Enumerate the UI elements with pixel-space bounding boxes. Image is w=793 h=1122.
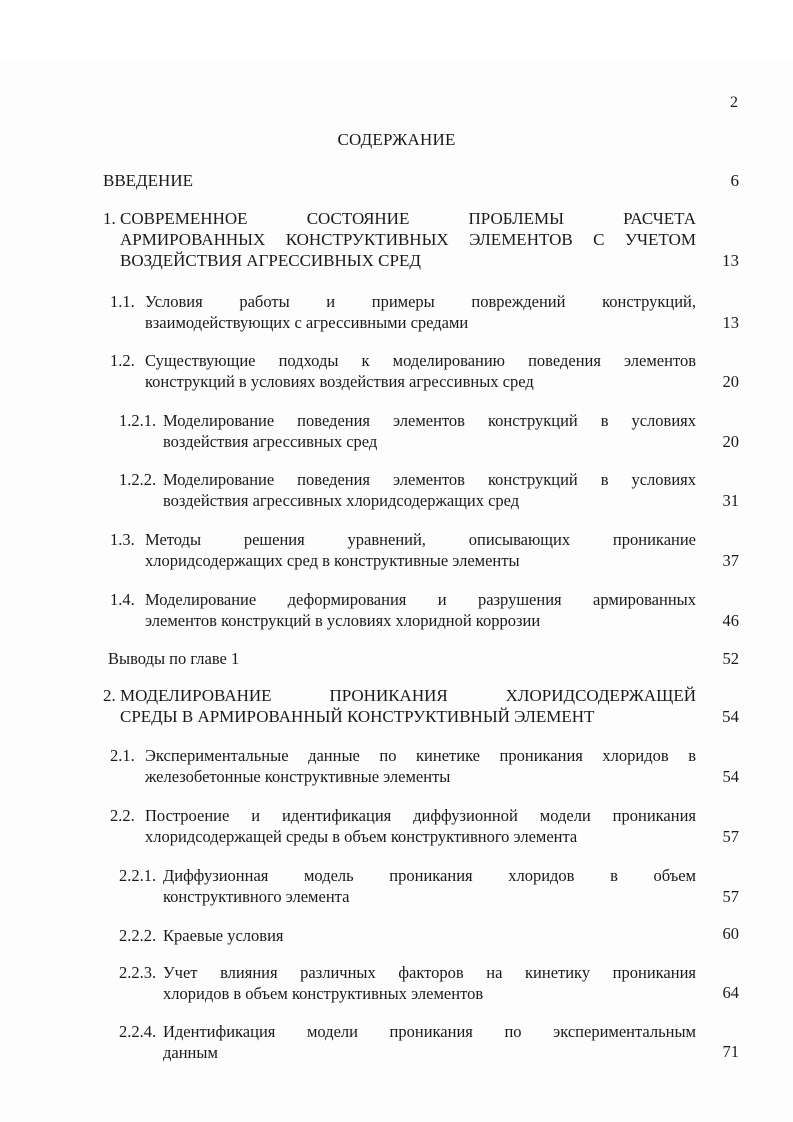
toc-entry-number: 1.: [103, 209, 116, 228]
toc-page-number: 60: [722, 924, 739, 943]
toc-entry-line: взаимодействующих с агрессивными средами: [145, 313, 469, 332]
toc-entry-line: СОВРЕМЕННОЕ СОСТОЯНИЕ ПРОБЛЕМЫ РАСЧЕТА: [120, 209, 696, 228]
toc-entry-text: Выводы по главе 1: [108, 649, 240, 668]
toc-entry-section-2-1: [110, 745, 739, 787]
toc-page-number: 52: [722, 649, 739, 668]
toc-entry-number: 2.2.4.: [119, 1022, 157, 1041]
toc-entry-line: МОДЕЛИРОВАНИЕ ПРОНИКАНИЯ ХЛОРИДСОДЕРЖАЩЕЙ: [120, 686, 696, 705]
toc-entry-line: Краевые условия: [163, 926, 284, 945]
toc-entry-chapter-1: [103, 208, 739, 271]
toc-entry-section-2-2-1: [119, 865, 739, 907]
toc-entry-line: Диффузионная модель проникания хлоридов в объем: [163, 866, 696, 885]
toc-entry-line: хлоридсодержащей среды в объем конструктивного элемента: [145, 827, 578, 846]
toc-page-number: 20: [722, 372, 739, 391]
toc-entry-line: воздействия агрессивных хлоридсодержащих сред: [163, 491, 520, 510]
toc-entry-line: конструктивного элемента: [163, 887, 350, 906]
toc-entry-line: конструкций в условиях воздействия агрессивных сред: [145, 372, 534, 391]
page-number: 2: [730, 94, 738, 111]
toc-entry-section-1-3: [110, 529, 739, 571]
toc-entry-introduction: [103, 170, 739, 191]
toc-entry-text: ВВЕДЕНИЕ: [103, 171, 193, 190]
toc-entry-section-1-2-2: [119, 469, 739, 511]
toc-entry-line: воздействия агрессивных сред: [163, 432, 378, 451]
toc-entry-line: Существующие подходы к моделированию поведения элементов: [145, 351, 696, 370]
toc-entry-number: 1.3.: [110, 530, 135, 549]
toc-entry-line: хлоридсодержащих сред в конструктивные элементы: [145, 551, 520, 570]
toc-entry-line: АРМИРОВАННЫХ КОНСТРУКТИВНЫХ ЭЛЕМЕНТОВ С УЧЕТОМ: [120, 230, 696, 249]
toc-page-number: 6: [730, 171, 739, 190]
toc-entry-line: данным: [163, 1043, 218, 1062]
toc-entry-line: хлоридов в объем конструктивных элементов: [163, 984, 484, 1003]
toc-page-number: 13: [722, 251, 739, 270]
toc-page-number: 57: [722, 887, 739, 906]
toc-entry-line: СРЕДЫ В АРМИРОВАННЫЙ КОНСТРУКТИВНЫЙ ЭЛЕМЕНТ: [120, 707, 595, 726]
toc-entry-section-1-2: [110, 350, 739, 392]
toc-entry-number: 2.2.2.: [119, 926, 157, 945]
toc-page-number: 54: [722, 767, 739, 786]
contents-title: СОДЕРЖАНИЕ: [337, 130, 456, 149]
toc-entry-line: элементов конструкций в условиях хлоридной коррозии: [145, 611, 541, 630]
toc-page-number: 64: [722, 983, 739, 1002]
toc-page-number: 57: [722, 827, 739, 846]
toc-entry-section-1-4: [110, 589, 739, 631]
toc-page-number: 71: [722, 1042, 739, 1061]
toc-page-number: 20: [722, 432, 739, 451]
toc-entry-line: Экспериментальные данные по кинетике проникания хлоридов в: [145, 746, 696, 765]
toc-page-number: 46: [722, 611, 739, 630]
toc-entry-line: Условия работы и примеры повреждений конструкций,: [145, 292, 696, 311]
toc-entry-section-2-2: [110, 805, 739, 847]
toc-entry-section-2-2-2: [119, 925, 739, 946]
toc-entry-chapter-2: [103, 685, 739, 727]
toc-entry-line: ВОЗДЕЙСТВИЯ АГРЕССИВНЫХ СРЕД: [120, 251, 421, 270]
toc-entry-section-2-2-3: [119, 962, 739, 1004]
toc-entry-section-1-1: [110, 291, 739, 333]
toc-entry-number: 2.2.3.: [119, 963, 157, 982]
toc-page-number: 13: [722, 313, 739, 332]
toc-entry-line: Учет влияния различных факторов на кинетику проникания: [163, 963, 696, 982]
toc-entry-section-1-2-1: [119, 410, 739, 452]
toc-entry-line: Моделирование поведения элементов конструкций в условиях: [163, 411, 696, 430]
toc-entry-conclusions-1: [108, 648, 739, 669]
toc-entry-number: 1.2.2.: [119, 470, 157, 489]
toc-entry-line: Моделирование поведения элементов конструкций в условиях: [163, 470, 696, 489]
toc-entry-number: 1.1.: [110, 292, 135, 311]
toc-entry-number: 1.4.: [110, 590, 135, 609]
toc-entry-line: Построение и идентификация диффузионной модели проникания: [145, 806, 696, 825]
toc-entry-line: Идентификация модели проникания по экспериментальным: [163, 1022, 696, 1041]
toc-entry-number: 2.1.: [110, 746, 135, 765]
toc-entry-line: железобетонные конструктивные элементы: [145, 767, 451, 786]
toc-entry-number: 2.2.1.: [119, 866, 157, 885]
toc-entry-number: 2.: [103, 686, 116, 705]
scan-margin: [0, 0, 793, 58]
toc-page-number: 54: [722, 707, 739, 726]
toc-page-number: 31: [722, 491, 739, 510]
toc-entry-line: Методы решения уравнений, описывающих проникание: [145, 530, 696, 549]
toc-entry-line: Моделирование деформирования и разрушения армированных: [145, 590, 696, 609]
toc-entry-section-2-2-4: [119, 1021, 739, 1063]
toc-page-number: 37: [722, 551, 739, 570]
toc-entry-number: 2.2.: [110, 806, 135, 825]
toc-entry-number: 1.2.: [110, 351, 135, 370]
toc-entry-number: 1.2.1.: [119, 411, 157, 430]
